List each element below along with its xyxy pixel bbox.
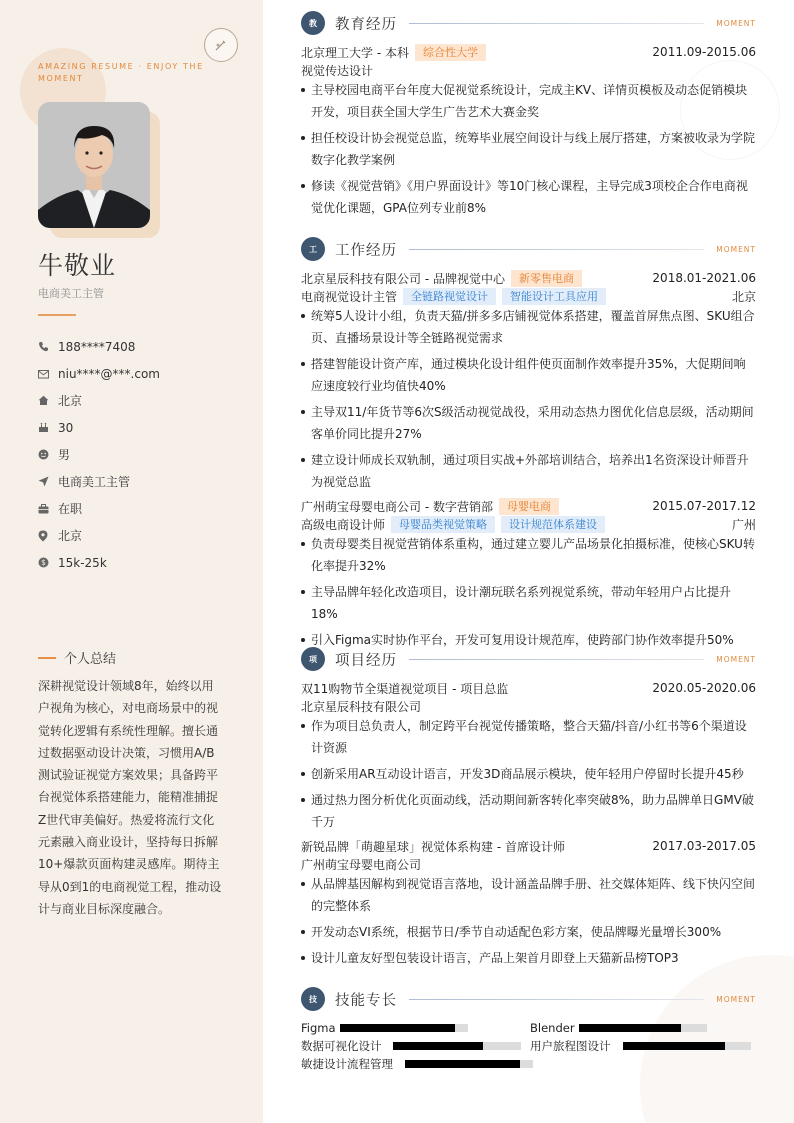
section-badge: 技 [301,987,325,1011]
skill-level-fill [579,1024,681,1032]
send-icon [38,476,49,487]
hometown-text: 北京 [58,394,83,408]
project-header [301,679,756,697]
education-bullets [301,79,756,223]
tagline: AMAZING RESUME · ENJOY THE MOMENT [38,62,204,83]
skill-item [301,1020,468,1036]
status-text: 在职 [58,502,83,516]
list-item: 搭建智能设计资产库，通过模块化设计组件使页面制作效率提升35%，大促期间响应速度较行业均值快40% [301,353,756,397]
section-divider [409,659,704,660]
project-bullets [301,873,756,973]
education-section-header [301,10,756,36]
list-item: 引入Figma实时协作平台，开发可复用设计规范库，使跨部门协作效率提升50% [301,629,756,651]
list-item: 主导双11/年货节等6次S级活动视觉战役，采用动态热力图优化信息层级，活动期间客单价同比提升27% [301,401,756,445]
gender-text: 男 [58,448,71,462]
company-name: 广州萌宝母婴电商公司 - 数字营销部 [301,499,493,514]
section-title: 技能专长 [335,992,397,1009]
skill-level-fill [340,1024,455,1032]
project-name: 双11购物节全渠道视觉项目 - 项目总监 [301,681,509,696]
list-item: 创新采用AR互动设计语言，开发3D商品展示模块，使年轻用户停留时长提升45秒 [301,763,756,785]
project-bullets [301,715,756,837]
skill-name: Blender [530,1021,575,1035]
education-major-row [301,61,756,79]
job-bullets [301,305,756,497]
age-text: 30 [58,420,74,435]
target-position-text: 电商美工主管 [58,475,131,489]
moment-label: MOMENT [716,244,756,254]
skill-level-bar [340,1024,468,1032]
info-row-email [38,360,248,387]
project-company: 北京星辰科技有限公司 [301,699,422,714]
project-company-row [301,697,756,715]
list-item: 通过热力图分析优化页面动线，活动期间新客转化率突破8%，助力品牌单日GMV破千万 [301,789,756,833]
skill-level-fill [623,1042,725,1050]
skill-level-fill [393,1042,483,1050]
job-role-row [301,515,756,533]
company-name: 北京星辰科技有限公司 - 品牌视觉中心 [301,271,505,286]
salary-text: 15k-25k [58,555,107,570]
phone-icon [38,341,49,352]
project-company: 广州萌宝母婴电商公司 [301,857,422,872]
section-divider [409,999,704,1000]
section-badge: 工 [301,237,325,261]
skill-level-bar [623,1042,751,1050]
job-role-row [301,287,756,305]
section-title: 项目经历 [335,652,397,669]
job-bullets [301,533,756,655]
divider [38,314,76,316]
list-item: 主导品牌年轻化改造项目，设计潮玩联名系列视觉系统，带动年轻用户占比提升18% [301,581,756,625]
school-name: 北京理工大学 - 本科 [301,45,409,60]
salary-icon [38,557,49,568]
skill-level-fill [405,1060,520,1068]
summary-text: 深耕视觉设计领域8年，始终以用户视角为核心，对电商场景中的视觉转化逻辑有系统性理解。擅长通过数据驱动设计决策，习惯用A/B测试验证视觉方案效果；具备跨平台视觉体系搭建能力，能精准捕捉Z世代审美偏好。热爱将流行文化元素融入商业设计，坚持每日拆解10+爆款页面构建灵感库。期待主导从0到1的电商视觉工程，推动设计与商业目标深度融合。 [38,679,222,916]
job-city: 北京 [731,289,756,304]
skill-item [301,1038,521,1054]
skill-level-bar [579,1024,707,1032]
job-role: 电商视觉设计主管 [301,289,398,304]
info-row-phone [38,333,248,360]
skills-section-header [301,986,756,1012]
location-text: 北京 [58,529,83,543]
industry-tag: 母婴电商 [499,498,559,515]
section-title: 教育经历 [335,16,397,33]
skill-name: 用户旅程图设计 [530,1039,611,1053]
signature-seal [204,28,238,62]
section-title: 工作经历 [335,242,397,259]
education-entry-header [301,43,756,61]
svg-text:$: $ [41,558,46,568]
list-item: 担任校设计协会视觉总监，统筹毕业展空间设计与线上展厅搭建，方案被收录为学院数字化教学案例 [301,127,756,171]
info-row-age [38,414,248,441]
profile-photo [38,102,150,228]
section-badge: 教 [301,11,325,35]
list-item: 负责母婴类目视觉营销体系重构，通过建立婴儿产品场景化拍摄标准，使核心SKU转化率提升32% [301,533,756,577]
moment-label: MOMENT [716,654,756,664]
summary-heading [38,648,116,667]
skill-tag: 全链路视觉设计 [403,288,496,305]
project-date: 2020.05-2020.06 [652,681,756,695]
info-row-target-position [38,468,248,495]
skill-name: Figma [301,1021,336,1035]
list-item: 从品牌基因解构到视觉语言落地，设计涵盖品牌手册、社交媒体矩阵、线下快闪空间的完整体系 [301,873,756,917]
skill-name: 数据可视化设计 [301,1039,382,1053]
location-pin-icon [38,530,48,542]
skill-level-bar [393,1042,521,1050]
info-row-gender [38,441,248,468]
section-divider [409,249,704,250]
job-header [301,269,756,287]
gender-icon [38,449,49,460]
project-header [301,837,756,855]
info-row-hometown [38,387,248,414]
industry-tag: 新零售电商 [511,270,582,287]
cake-icon [38,422,49,433]
project-company-row [301,855,756,873]
job-city: 广州 [731,517,756,532]
list-item: 开发动态VI系统，根据节日/季节自动适配色彩方案，使品牌曝光量增长300% [301,921,756,943]
briefcase-icon [38,504,49,514]
skill-level-bar [405,1060,533,1068]
sidebar [0,0,263,1123]
heading-accent-bar [38,657,56,659]
skill-name: 敏捷设计流程管理 [301,1057,393,1071]
home-icon [38,395,49,406]
project-name: 新锐品牌「萌趣星球」视觉体系构建 - 首席设计师 [301,839,565,854]
skill-item [530,1020,707,1036]
major: 视觉传达设计 [301,63,374,78]
skill-tag: 母婴品类视觉策略 [391,516,495,533]
info-row-status [38,495,248,522]
education-date: 2011.09-2015.06 [652,45,756,59]
email-icon [38,369,49,379]
info-row-salary [38,549,248,576]
candidate-title: 电商美工主管 [38,287,104,300]
job-header [301,497,756,515]
section-divider [409,23,704,24]
candidate-name: 牛敬业 [38,251,117,280]
email-text: niu****@***.com [58,366,160,381]
list-item: 统筹5人设计小组，负责天猫/拼多多店铺视觉体系搭建，覆盖首屏焦点图、SKU组合页、直播场景设计等全链路视觉需求 [301,305,756,349]
skill-item [301,1056,533,1072]
summary-title: 个人总结 [64,652,117,667]
list-item: 主导校园电商平台年度大促视觉系统设计，完成主KV、详情页模板及动态促销模块开发，项目获全国大学生广告艺术大赛金奖 [301,79,756,123]
moment-label: MOMENT [716,994,756,1004]
skill-tag: 智能设计工具应用 [502,288,606,305]
project-date: 2017.03-2017.05 [652,839,756,853]
contact-info-list [38,333,248,576]
list-item: 修读《视觉营销》《用户界面设计》等10门核心课程，主导完成3项校企合作电商视觉优化课题，GPA位列专业前8% [301,175,756,219]
skill-item [530,1038,751,1054]
school-tag: 综合性大学 [415,44,486,61]
phone-text: 188****7408 [58,339,136,354]
moment-label: MOMENT [716,18,756,28]
job-role: 高级电商设计师 [301,517,386,532]
projects-section-header [301,646,756,672]
list-item: 建立设计师成长双轨制，通过项目实战+外部培训结合，培养出1名资深设计师晋升为视觉总监 [301,449,756,493]
work-section-header [301,236,756,262]
job-date: 2015.07-2017.12 [652,499,756,513]
list-item: 作为项目总负责人，制定跨平台视觉传播策略，整合天猫/抖音/小红书等6个渠道设计资源 [301,715,756,759]
skill-tag: 设计规范体系建设 [501,516,605,533]
section-badge: 项 [301,647,325,671]
pen-icon [214,38,228,52]
job-date: 2018.01-2021.06 [652,271,756,285]
list-item: 设计儿童友好型包装设计语言，产品上架首月即登上天猫新品榜TOP3 [301,947,756,969]
info-row-location [38,522,248,549]
